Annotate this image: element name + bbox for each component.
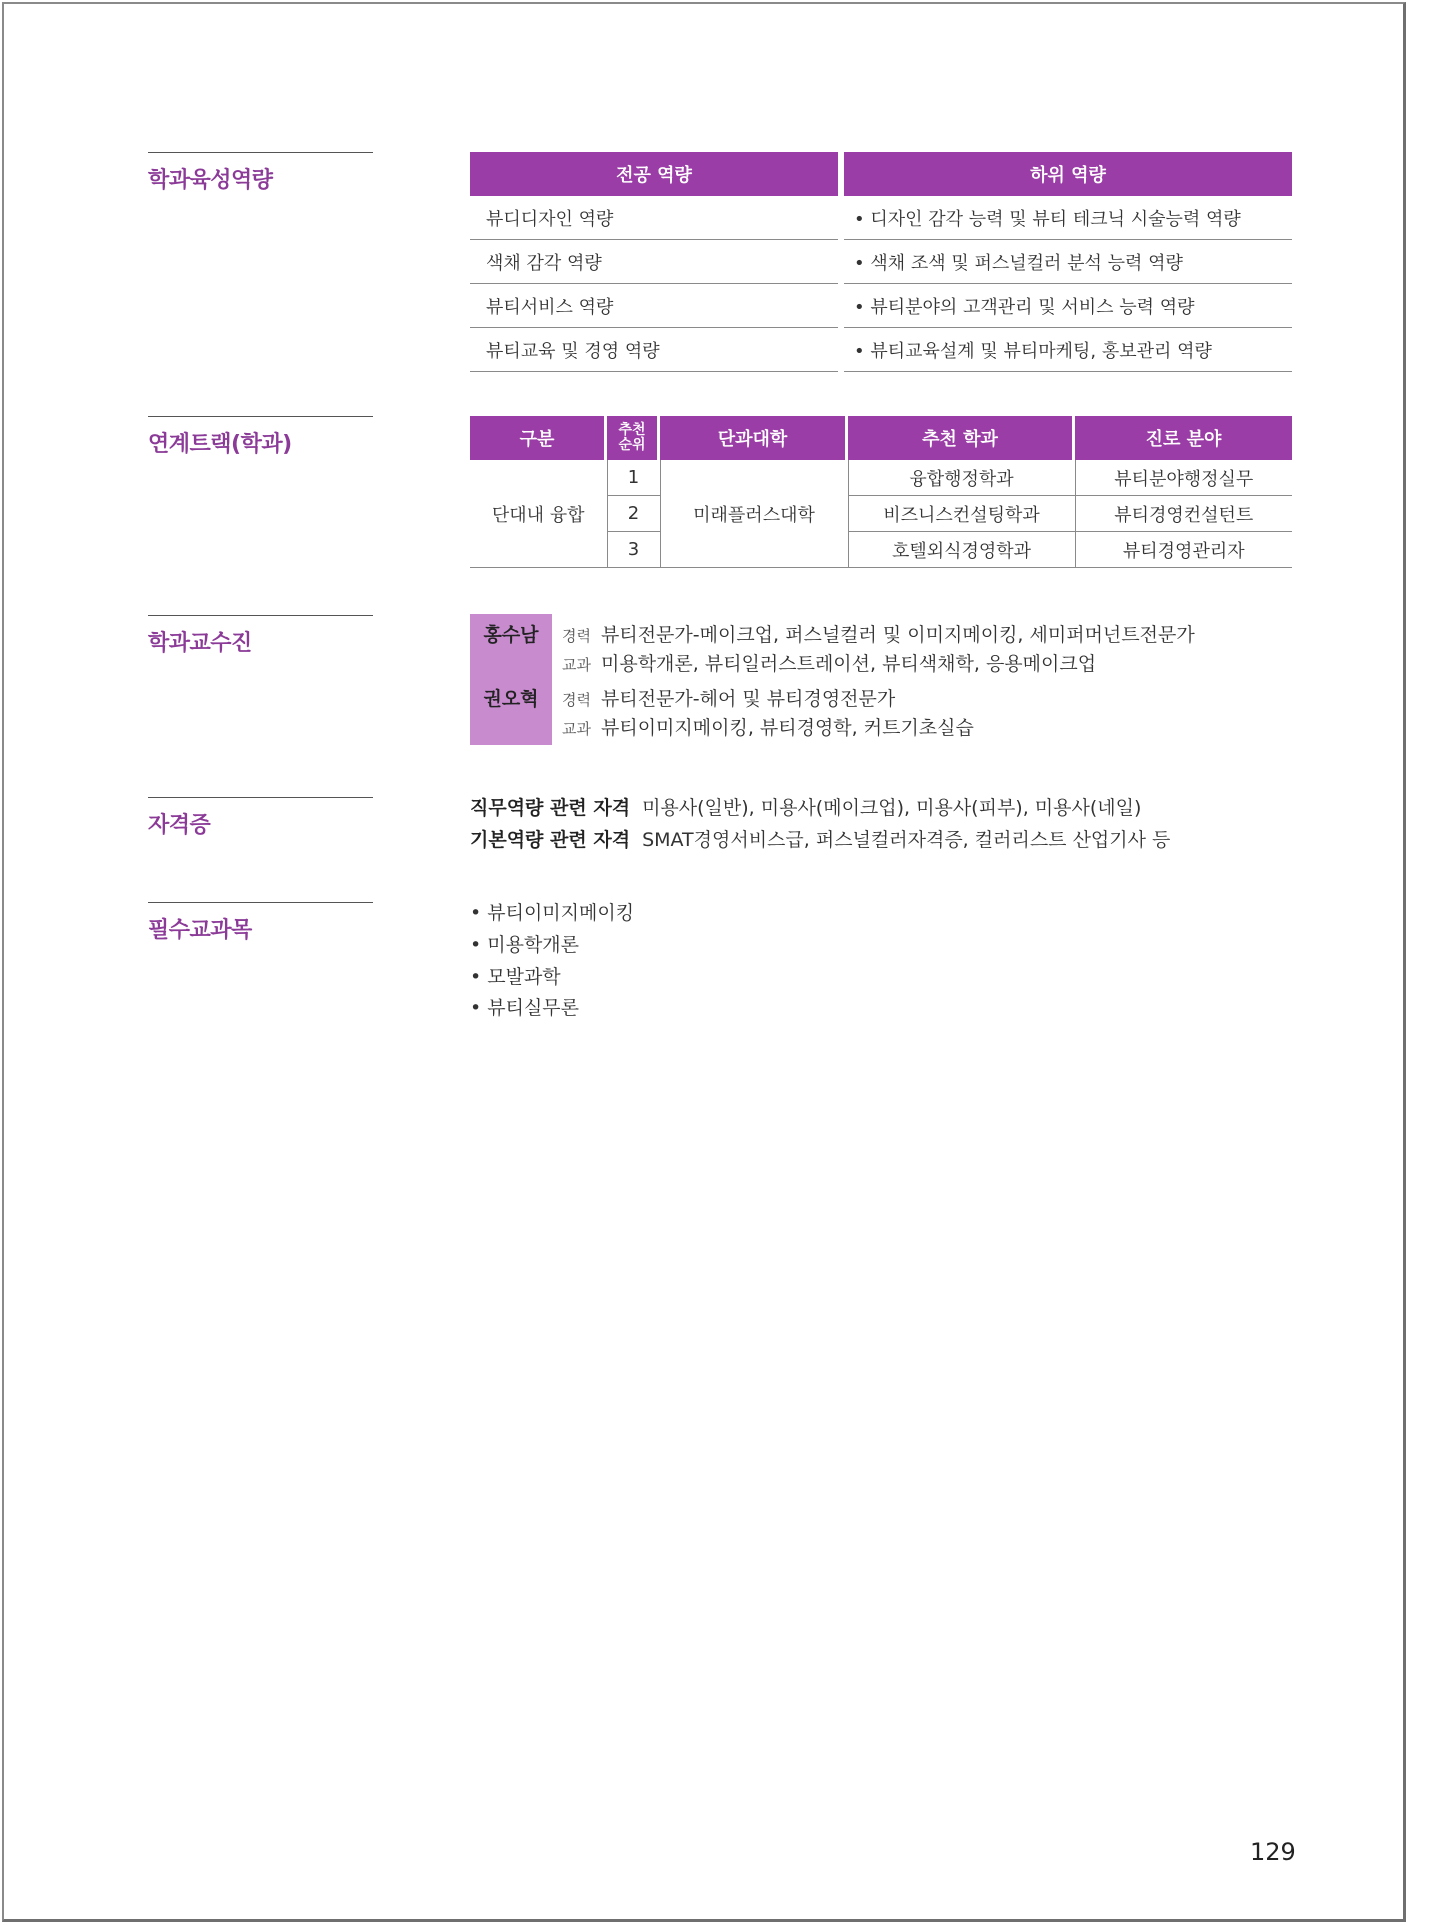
faculty-courses-row: [562, 713, 974, 740]
page-number: 129: [1250, 1838, 1296, 1866]
section-heading-track: 연계트랙(학과): [148, 416, 373, 458]
sub-competency-cell: • 색채 조색 및 퍼스널컬러 분석 능력 역량: [844, 240, 1292, 284]
major-competency-cell: 뷰디디자인 역량: [470, 196, 838, 240]
faculty-courses: 뷰티이미지메이킹, 뷰티경영학, 커트기초실습: [600, 717, 974, 739]
faculty-courses: 미용학개론, 뷰티일러스트레이션, 뷰티색채학, 응용메이크업: [600, 653, 1097, 675]
header-college: 단과대학: [660, 416, 845, 460]
category-cell: 단대내 융합: [470, 460, 607, 568]
dept-cell: 호텔외식경영학과: [848, 532, 1075, 568]
career-cell: 뷰티경영관리자: [1075, 532, 1292, 568]
section-heading-faculty: 학과교수진: [148, 615, 373, 657]
faculty-career: 뷰티전문가-메이크업, 퍼스널컬러 및 이미지메이킹, 세미퍼머넌트전문가: [600, 624, 1195, 646]
career-cell: 뷰티분야행정실무: [1075, 460, 1292, 496]
rank-cell: 2: [607, 496, 660, 532]
header-major-competency: 전공 역량: [470, 152, 838, 196]
certificate-value: 미용사(일반), 미용사(메이크업), 미용사(피부), 미용사(네일): [642, 797, 1142, 819]
faculty-career-row: [562, 620, 1195, 647]
track-table: [470, 416, 1292, 568]
major-competency-cell: 뷰티서비스 역량: [470, 284, 838, 328]
table-row: [470, 284, 1292, 328]
competency-table: [470, 152, 1292, 372]
college-cell: 미래플러스대학: [660, 460, 848, 568]
rank-cell: 1: [607, 460, 660, 496]
sub-competency-cell: • 뷰티교육설계 및 뷰티마케팅, 홍보관리 역량: [844, 328, 1292, 372]
table-row: [470, 460, 1292, 496]
header-rank-line1: 추천: [618, 422, 646, 438]
certificate-value: SMAT경영서비스급, 퍼스널컬러자격증, 컬러리스트 산업기사 등: [642, 829, 1171, 851]
rank-cell: 3: [607, 532, 660, 568]
list-item: • 모발과학: [470, 966, 561, 988]
dept-cell: 비즈니스컨설팅학과: [848, 496, 1075, 532]
header-category: 구분: [470, 416, 604, 460]
sub-competency-cell: • 뷰티분야의 고객관리 및 서비스 능력 역량: [844, 284, 1292, 328]
header-rank-line2: 순위: [618, 437, 646, 453]
list-item: • 뷰티실무론: [470, 997, 580, 1019]
header-dept: 추천 학과: [848, 416, 1072, 460]
certificate-label: 직무역량 관련 자격: [470, 797, 631, 819]
header-sub-competency: 하위 역량: [844, 152, 1292, 196]
list-item: • 미용학개론: [470, 934, 580, 956]
career-tag: 경력: [562, 627, 591, 645]
career-cell: 뷰티경영컨설턴트: [1075, 496, 1292, 532]
faculty-career: 뷰티전문가-헤어 및 뷰티경영전문가: [600, 688, 896, 710]
faculty-career-row: [562, 684, 895, 711]
sub-competency-cell: • 디자인 감각 능력 및 뷰티 테크닉 시술능력 역량: [844, 196, 1292, 240]
header-career: 진로 분야: [1075, 416, 1292, 460]
major-competency-cell: 뷰티교육 및 경영 역량: [470, 328, 838, 372]
section-heading-required: 필수교과목: [148, 902, 373, 944]
faculty-courses-row: [562, 649, 1096, 676]
faculty-name: 홍수남: [483, 624, 539, 646]
table-row: [470, 328, 1292, 372]
certificate-row: [470, 793, 1141, 820]
table-row: [470, 196, 1292, 240]
faculty-name: 권오혁: [483, 688, 539, 710]
dept-cell: 융합행정학과: [848, 460, 1075, 496]
courses-tag: 교과: [562, 720, 591, 738]
header-rank: [607, 416, 657, 460]
section-heading-competency: 학과육성역량: [148, 152, 373, 194]
section-heading-certificates: 자격증: [148, 797, 373, 839]
courses-tag: 교과: [562, 656, 591, 674]
list-item: • 뷰티이미지메이킹: [470, 902, 635, 924]
page-margin: [1410, 0, 1436, 1926]
certificate-label: 기본역량 관련 자격: [470, 829, 631, 851]
career-tag: 경력: [562, 691, 591, 709]
table-row: [470, 240, 1292, 284]
certificate-row: [470, 825, 1170, 852]
major-competency-cell: 색채 감각 역량: [470, 240, 838, 284]
